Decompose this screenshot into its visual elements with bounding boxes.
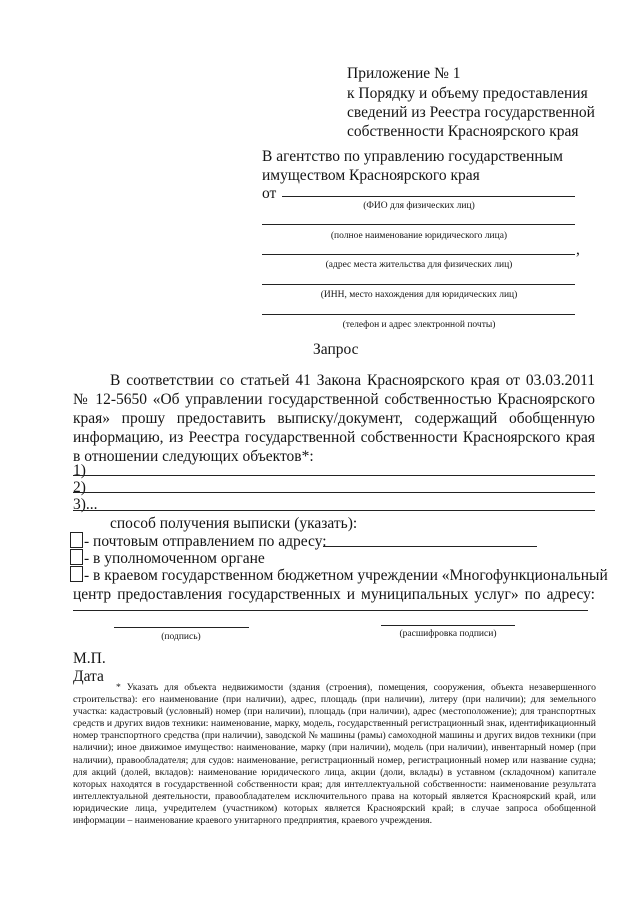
checkbox-authority[interactable] <box>70 549 83 565</box>
option-postal: - почтовым отправлением по адресу: <box>84 533 327 550</box>
residence-hint: (адрес места жительства для физических лиц) <box>325 260 513 270</box>
footnote: * Указать для объекта недвижимости (здания (строения), помещения, сооружения, объекта незавершенного строительства): его наименование (при наличии), адрес, площадь (при наличии), литеру (при наличии); для земельного участка: кадастровый (условный) номер (при наличии), площадь (при наличии), адрес (местоположение); для транспортных средств и других видов техники: наименование, марку, модель, государственный регистрационный знак, идентификационный номер транспортного средства (при наличии), заводской № машины (рамы) самоходной машины и других видов техники (при наличии); иное движимое имущество: наименование, марку (при наличии), модель (при наличии), инвентарный номер (при наличии), правообладателя; для судов: наименование, регистрационный номер, регистрационный номер или название судна; для акций (долей, вкладов): наименование юридического лица, акции (доли, вклады) в уставном (складочном) капитале которых находятся в государственной собственности края; для интеллектуальной собственности: наименование результата интеллектуальной деятельности, правообладателем исключительного права на который является Красноярский край, или юридические лица, учредителем (участником) которых является Красноярский край; в случае запроса обобщенной информации – наименование краевого унитарного предприятия, краевого учреждения. <box>73 682 596 827</box>
request-line-3: края» прошу предоставить выписку/документ, содержащий обобщенную <box>73 410 595 427</box>
checkbox-mfc[interactable] <box>70 566 83 582</box>
residence-field[interactable] <box>262 254 575 255</box>
option-mfc-line-2: центр предоставления государственных и муниципальных услуг» по адресу: <box>73 586 595 603</box>
contact-hint: (телефон и адрес электронной почты) <box>342 320 496 330</box>
signature-hint: (подпись) <box>161 632 201 642</box>
object-field-1[interactable] <box>73 475 595 476</box>
fio-field[interactable] <box>282 196 575 197</box>
object-field-3[interactable] <box>73 510 595 511</box>
request-line-1: В соответствии со статьей 41 Закона Красноярского края от 03.03.2011 <box>110 372 595 389</box>
legal-name-hint: (полное наименование юридического лица) <box>330 231 508 241</box>
inn-hint: (ИНН, место нахождения для юридических лиц) <box>320 290 518 300</box>
addressee-line-2: имуществом Красноярского края <box>262 167 480 184</box>
request-line-5: в отношении следующих объектов*: <box>73 448 314 465</box>
object-item-2: 2) <box>73 479 86 496</box>
object-field-2[interactable] <box>73 492 595 493</box>
postal-address-field[interactable] <box>323 546 537 547</box>
checkbox-postal[interactable] <box>70 532 83 548</box>
request-line-2: № 12-5650 «Об управлении государственной собственностью Красноярского <box>73 391 595 408</box>
signature-decoding-hint: (расшифровка подписи) <box>399 629 497 639</box>
appendix-line-4: собственности Красноярского края <box>347 123 579 140</box>
appendix-line-3: сведений из Реестра государственной <box>347 104 595 121</box>
option-authority: - в уполномоченном органе <box>84 550 265 567</box>
option-mfc-line-1: - в краевом государственном бюджетном учреждении «Многофункциональный <box>84 567 608 584</box>
contact-field[interactable] <box>262 314 575 315</box>
delivery-heading: способ получения выписки (указать): <box>110 515 358 532</box>
inn-field[interactable] <box>262 284 575 285</box>
fio-hint: (ФИО для физических лиц) <box>363 201 475 211</box>
appendix-line-2: к Порядку и объему предоставления <box>347 85 588 102</box>
stamp-label: М.П. <box>73 650 106 667</box>
from-label: от <box>262 185 277 202</box>
signature-decoding-field[interactable] <box>381 625 515 626</box>
object-item-1: 1) <box>73 462 86 479</box>
date-label: Дата <box>73 668 104 685</box>
object-item-3: 3)... <box>73 496 98 513</box>
addressee-line-1: В агентство по управлению государственным <box>262 148 563 165</box>
document-title: Запрос <box>313 341 359 358</box>
appendix-line-1: Приложение № 1 <box>347 65 461 82</box>
request-line-4: информацию, из Реестра государственной собственности Красноярского края <box>73 429 595 446</box>
legal-name-field[interactable] <box>262 224 575 225</box>
mfc-address-field[interactable] <box>73 610 588 611</box>
residence-comma: , <box>576 241 580 258</box>
